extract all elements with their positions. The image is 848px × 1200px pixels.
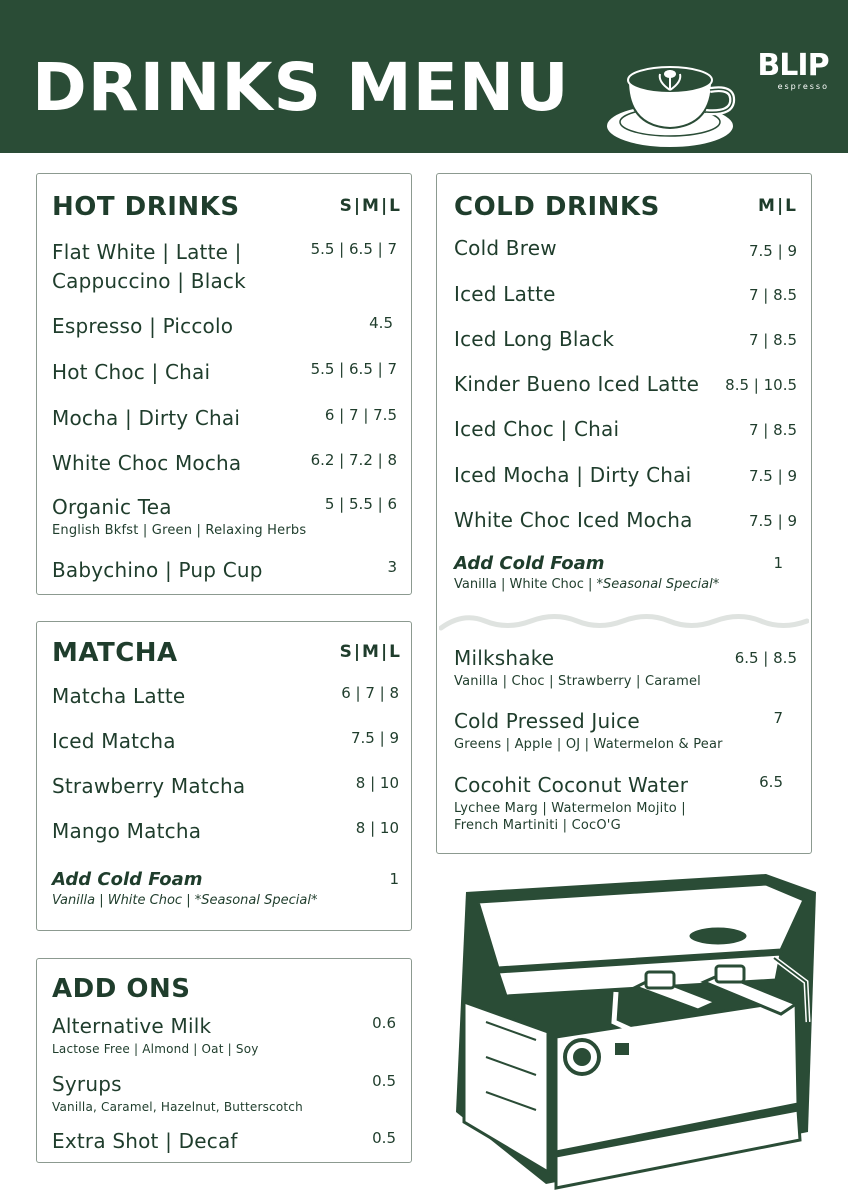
item-price: 3	[387, 558, 397, 576]
item-price: 7.5 | 9	[749, 512, 797, 530]
menu-item	[52, 404, 397, 433]
item-price: 6.5	[759, 773, 783, 791]
item-name: White Choc Iced Mocha	[454, 508, 693, 532]
menu-item	[52, 312, 397, 341]
menu-item	[52, 449, 397, 478]
item-options: English Bkfst | Green | Relaxing Herbs	[52, 523, 307, 538]
item-options: Vanilla, Caramel, Hazelnut, Butterscotch	[52, 1100, 303, 1114]
menu-item	[52, 1012, 396, 1058]
size-labels: S|M|L	[339, 642, 402, 662]
menu-item	[52, 556, 397, 585]
menu-item	[52, 682, 399, 711]
item-name: Iced Choc | Chai	[454, 417, 620, 441]
item-price: 5.5 | 6.5 | 7	[310, 240, 397, 258]
item-price: 7.5 | 9	[749, 467, 797, 485]
header-banner	[0, 0, 848, 153]
item-name: White Choc Mocha	[52, 451, 242, 475]
menu-item	[454, 415, 797, 444]
item-price: 7 | 8.5	[749, 421, 797, 439]
coffee-cup-icon	[600, 58, 745, 153]
item-name: Organic Tea	[52, 495, 172, 519]
item-price: 6 | 7 | 7.5	[324, 406, 397, 424]
item-name: Iced Latte	[454, 282, 556, 306]
item-name: Strawberry Matcha	[52, 774, 246, 798]
menu-item	[454, 370, 797, 399]
menu-item	[52, 358, 397, 387]
page-title: DRINKS MENU	[32, 49, 570, 126]
item-price: 7 | 8.5	[749, 286, 797, 304]
item-price: 1	[773, 554, 783, 572]
item-price: 6 | 7 | 8	[341, 684, 399, 702]
item-price: 7	[773, 709, 783, 727]
item-name: Mocha | Dirty Chai	[52, 406, 241, 430]
item-name: Iced Long Black	[454, 327, 615, 351]
menu-item	[52, 1070, 396, 1116]
cold-foam-item	[454, 552, 797, 593]
add-ons-card	[36, 958, 412, 1163]
item-name: Iced Mocha | Dirty Chai	[454, 463, 692, 487]
espresso-machine-icon	[436, 872, 840, 1190]
item-price: 0.5	[372, 1072, 396, 1090]
item-price: 0.5	[372, 1129, 396, 1147]
item-name: Cold Pressed Juice	[454, 709, 640, 733]
item-options: Lactose Free | Almond | Oat | Soy	[52, 1042, 259, 1056]
menu-item	[454, 506, 797, 535]
item-price: 4.5	[369, 314, 393, 332]
menu-item	[52, 727, 399, 756]
item-options: Greens | Apple | OJ | Watermelon & Pear	[454, 737, 723, 752]
item-options: Vanilla | Choc | Strawberry | Caramel	[454, 674, 701, 689]
menu-item	[52, 817, 399, 846]
menu-item	[454, 325, 797, 354]
cold-drinks-card	[436, 173, 812, 854]
logo-word: BLIP	[757, 48, 829, 83]
cold-foam-item	[52, 868, 399, 909]
logo-subtitle: espresso	[777, 82, 829, 91]
menu-item	[52, 1127, 396, 1156]
item-name: Mango Matcha	[52, 819, 202, 843]
item-options	[454, 576, 797, 593]
menu-item	[52, 493, 397, 539]
item-name: Iced Matcha	[52, 729, 176, 753]
item-price: 8 | 10	[355, 774, 399, 792]
item-price: 1	[389, 870, 399, 888]
item-name: Cold Brew	[454, 236, 557, 260]
item-price: 6.2 | 7.2 | 8	[310, 451, 397, 469]
item-price: 6.5 | 8.5	[734, 649, 797, 667]
item-price: 8 | 10	[355, 819, 399, 837]
brand-logo	[757, 50, 829, 92]
foam-options-flavours: Vanilla | White Choc |	[454, 577, 597, 592]
item-name-line2: Cappuccino | Black	[52, 269, 246, 293]
section-title: ADD ONS	[52, 974, 191, 1004]
foam-options-special: *Seasonal Special*	[596, 577, 720, 592]
section-title: COLD DRINKS	[454, 192, 660, 222]
item-name: Kinder Bueno Iced Latte	[454, 372, 700, 396]
wavy-divider	[439, 608, 809, 634]
menu-item	[454, 707, 797, 753]
item-name: Babychino | Pup Cup	[52, 558, 263, 582]
item-options: Lychee Marg | Watermelon Mojito |	[454, 801, 686, 816]
menu-item	[454, 771, 797, 834]
item-price: 7.5 | 9	[351, 729, 399, 747]
item-options-line2: French Martiniti | CocO'G	[454, 818, 621, 833]
item-options: Vanilla | White Choc | *Seasonal Special*	[52, 893, 318, 908]
item-name: Espresso | Piccolo	[52, 314, 234, 338]
menu-item	[454, 234, 797, 263]
item-price: 7.5 | 9	[749, 242, 797, 260]
item-price: 8.5 | 10.5	[725, 376, 797, 394]
item-price: 5.5 | 6.5 | 7	[310, 360, 397, 378]
item-name: Alternative Milk	[52, 1014, 212, 1038]
size-labels: M|L	[758, 196, 798, 216]
matcha-card	[36, 621, 412, 931]
menu-item	[52, 238, 397, 296]
item-price: 0.6	[372, 1014, 396, 1032]
item-name: Flat White | Latte |	[52, 240, 242, 264]
section-title: HOT DRINKS	[52, 192, 240, 222]
menu-item	[454, 644, 797, 690]
item-price: 7 | 8.5	[749, 331, 797, 349]
hot-drinks-card	[36, 173, 412, 595]
item-name: Add Cold Foam	[52, 869, 203, 890]
section-title: MATCHA	[52, 638, 178, 668]
item-name: Matcha Latte	[52, 684, 186, 708]
item-price: 5 | 5.5 | 6	[324, 495, 397, 513]
size-labels: S|M|L	[339, 196, 402, 216]
item-name: Extra Shot | Decaf	[52, 1129, 238, 1153]
item-name: Hot Choc | Chai	[52, 360, 211, 384]
menu-item	[52, 772, 399, 801]
menu-item	[454, 461, 797, 490]
item-name: Cocohit Coconut Water	[454, 773, 689, 797]
item-name: Milkshake	[454, 646, 555, 670]
menu-item	[454, 280, 797, 309]
item-name: Syrups	[52, 1072, 122, 1096]
item-name: Add Cold Foam	[454, 553, 605, 574]
